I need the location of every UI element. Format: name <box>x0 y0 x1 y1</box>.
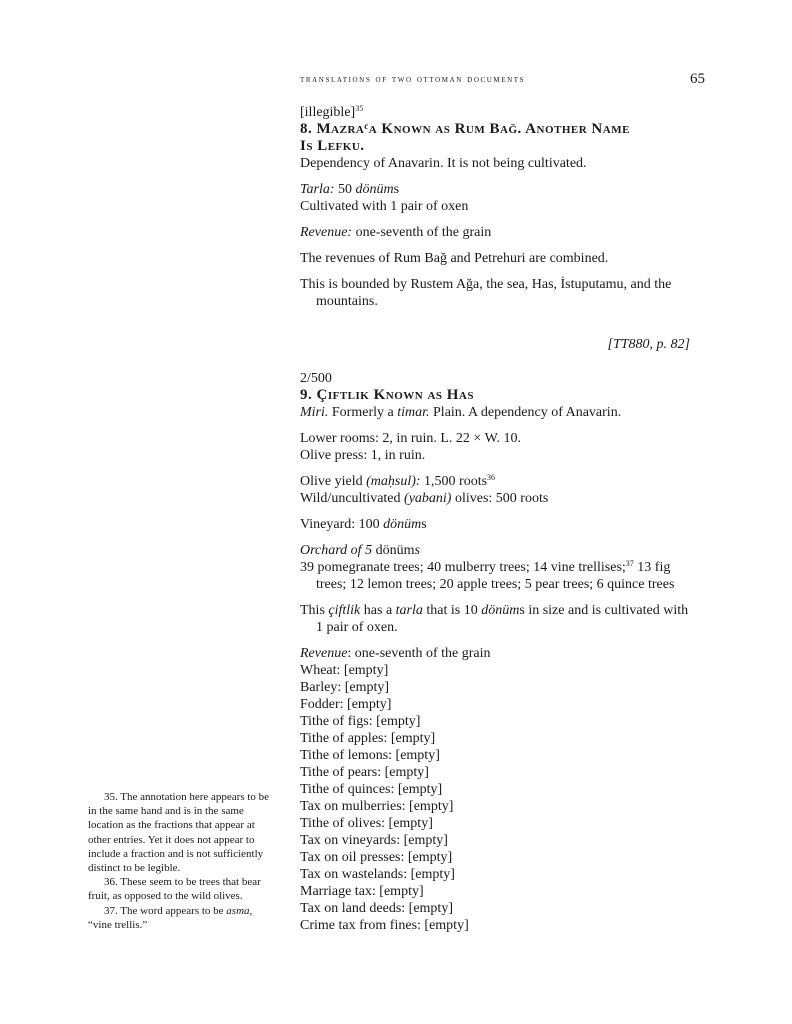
entry-9-revenue <box>300 645 690 662</box>
tarla-unit: dönüm <box>355 182 394 197</box>
entry-9-fraction: 2/500 <box>300 371 332 386</box>
running-title: translations of two ottoman documents <box>300 74 526 85</box>
entry-9-heading: 9. Çiftlik Known as Has <box>300 387 474 403</box>
tax-item: Tax on wastelands: [empty] <box>300 867 455 882</box>
vineyard-unit: dönüm <box>383 517 422 532</box>
footnote-ref-35: 35 <box>355 104 364 113</box>
illegible-line <box>300 104 690 121</box>
orchard-heading <box>300 542 690 559</box>
page-number: 65 <box>690 71 705 87</box>
tax-item: Tax on oil presses: [empty] <box>300 850 453 865</box>
footnote-36: 36. These seem to be trees that bear fruit, as opposed to the wild olives. <box>88 876 261 903</box>
ciftlik-mid2: that is 10 <box>422 603 482 618</box>
footnote-35: 35. The annotation here appears to be in the same hand and is in the same location as the fractions that appear at other entries. Yet it does not appear to include a fraction and is not sufficiently distinct to be legible. <box>88 791 270 875</box>
orchard-suffix: s <box>414 543 420 558</box>
entry-8-dependency: Dependency of Anavarin. It is not being cultivated. <box>300 156 587 171</box>
entry-8-combined: The revenues of Rum Bağ and Petrehuri are combined. <box>300 251 609 266</box>
miri-term: Miri. <box>300 405 329 420</box>
footnote-37-pre: 37. The word appears to be <box>104 904 227 917</box>
footnote-37-term: asma, <box>226 904 253 917</box>
plain-text: Plain. A dependency of Anavarin. <box>429 405 622 420</box>
tarla-label: Tarla: <box>300 182 335 197</box>
orchard-trees <box>300 559 690 593</box>
tax-item: Tithe of apples: [empty] <box>300 731 436 746</box>
mahsul-term: (maḥsul): <box>366 474 421 489</box>
orchard-unit: dönüm <box>372 543 415 558</box>
tax-item: Tithe of pears: [empty] <box>300 765 429 780</box>
olive-yield <box>300 473 690 490</box>
tax-item: Fodder: [empty] <box>300 697 392 712</box>
olive-press: Olive press: 1, in ruin. <box>300 448 426 463</box>
tax-item: Tithe of quinces: [empty] <box>300 782 443 797</box>
tarla-suffix: s <box>393 182 400 197</box>
revenue-text: one-seventh of the grain <box>352 225 492 240</box>
source-reference: [TT880, p. 82] <box>607 337 690 352</box>
entry-8-heading-line1: 8. Mazraᶜa Known as Rum Bağ. Another Name <box>300 121 630 137</box>
formerly-text: Formerly a <box>328 405 398 420</box>
orchard-label: Orchard of 5 <box>300 543 373 558</box>
entry-8-heading <box>300 121 690 155</box>
tax-item: Marriage tax: [empty] <box>300 884 424 899</box>
olive-yield-pre: Olive yield <box>300 474 367 489</box>
footnote-37 <box>88 904 278 932</box>
tax-item: Tithe of lemons: [empty] <box>300 748 440 763</box>
tax-item: Tax on mulberries: [empty] <box>300 799 454 814</box>
vineyard-pre: Vineyard: 100 <box>300 517 384 532</box>
illegible-text: [illegible] <box>300 105 356 120</box>
vineyard <box>300 516 690 533</box>
entry-9-revenue-text: : one-seventh of the grain <box>347 646 491 661</box>
revenue-label: Revenue: <box>300 225 353 240</box>
running-head <box>300 72 705 90</box>
tarla-value: 50 <box>334 182 356 197</box>
tax-item: Tithe of olives: [empty] <box>300 816 433 831</box>
tax-item: Tithe of figs: [empty] <box>300 714 421 729</box>
tax-item: Tax on vineyards: [empty] <box>300 833 448 848</box>
ciftlik-mid1: has a <box>360 603 396 618</box>
entry-8-revenue <box>300 224 690 241</box>
ciftlik-tarla-term: tarla <box>395 603 423 618</box>
tax-item: Wheat: [empty] <box>300 663 389 678</box>
ciftlik-post: s in size and is cultivated with 1 pair of oxen. <box>316 603 689 635</box>
entry-8-heading-line2: Is Lefku. <box>300 138 365 154</box>
entry-8-bounded: This is bounded by Rustem Ağa, the sea, Has, İstuputamu, and the mountains. <box>300 277 672 309</box>
ciftlik-term: çiftlik <box>328 603 361 618</box>
wild-post: olives: 500 roots <box>451 491 549 506</box>
tax-item: Barley: [empty] <box>300 680 390 695</box>
ciftlik-tarla <box>300 602 690 636</box>
footnote-ref-37: 37 <box>625 559 634 568</box>
main-text <box>300 104 690 934</box>
wild-olives <box>300 490 690 507</box>
entry-9-description <box>300 404 690 421</box>
trees-rest: 13 fig trees; 12 lemon trees; 20 apple trees; 5 pear trees; 6 quince trees <box>316 560 675 592</box>
timar-term: timar. <box>397 405 430 420</box>
olive-yield-post: 1,500 roots <box>420 474 488 489</box>
ciftlik-pre: This <box>300 603 329 618</box>
trees-line1: 39 pomegranate trees; 40 mulberry trees; 14 vine trellises; <box>300 560 626 575</box>
entry-8-tarla <box>300 181 690 198</box>
footnote-37-post: “vine trellis.” <box>88 918 148 931</box>
yabani-term: (yabani) <box>404 491 452 506</box>
entry-9-revenue-label: Revenue <box>300 646 348 661</box>
tax-item: Crime tax from fines: [empty] <box>300 918 469 933</box>
ciftlik-unit: dönüm <box>481 603 520 618</box>
wild-pre: Wild/uncultivated <box>300 491 405 506</box>
entry-8-cultivated: Cultivated with 1 pair of oxen <box>300 199 469 214</box>
footnotes <box>88 790 278 932</box>
vineyard-suffix: s <box>421 517 427 532</box>
lower-rooms: Lower rooms: 2, in ruin. L. 22 × W. 10. <box>300 431 521 446</box>
footnote-ref-36: 36 <box>487 473 496 482</box>
tax-item: Tax on land deeds: [empty] <box>300 901 453 916</box>
